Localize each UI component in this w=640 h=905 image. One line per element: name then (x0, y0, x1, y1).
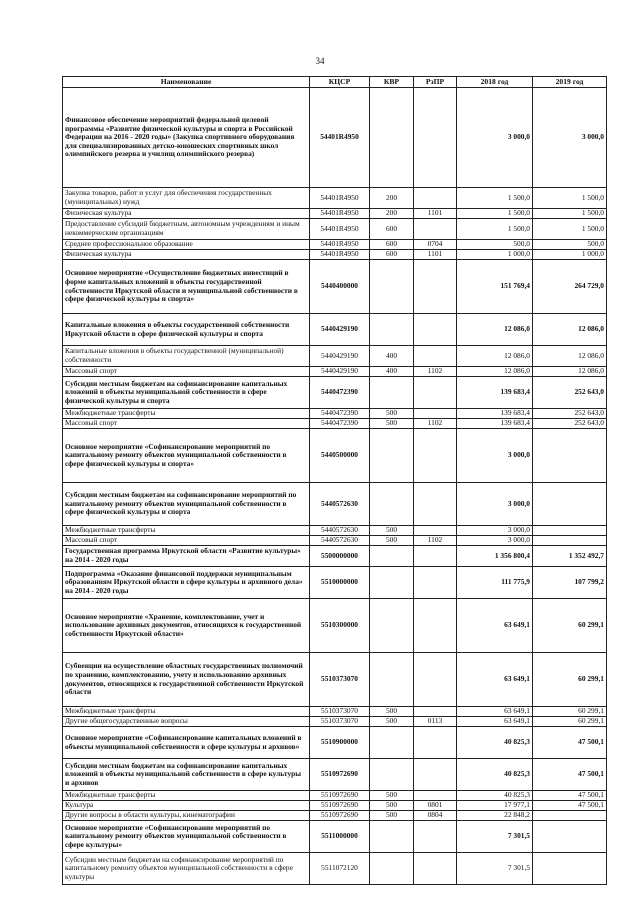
cell-rzpr: 1102 (414, 367, 457, 377)
cell-name: Субсидии местным бюджетам на софинансирование мероприятий по капитальному ремонту объектов муниципальной собственности в сфере культуры (63, 853, 310, 885)
cell-kvr: 400 (370, 367, 414, 377)
cell-name: Массовый спорт (63, 419, 310, 429)
cell-kcsr: 5440429190 (310, 346, 370, 367)
cell-rzpr (414, 409, 457, 419)
cell-2018: 151 769,4 (457, 260, 533, 314)
table-row (63, 801, 607, 811)
cell-2018: 17 977,1 (457, 801, 533, 811)
cell-2019: 500,0 (533, 240, 607, 250)
cell-kvr (370, 759, 414, 791)
cell-name: Межбюджетные трансферты (63, 409, 310, 419)
cell-2018: 139 683,4 (457, 419, 533, 429)
cell-kcsr: 5440572630 (310, 526, 370, 536)
cell-2018: 12 086,0 (457, 314, 533, 346)
cell-rzpr (414, 567, 457, 599)
cell-rzpr (414, 707, 457, 717)
cell-2018: 3 000,0 (457, 526, 533, 536)
table-body (63, 88, 607, 885)
cell-kvr: 400 (370, 346, 414, 367)
cell-2018: 7 301,5 (457, 821, 533, 853)
cell-2019: 60 299,1 (533, 717, 607, 727)
cell-2019: 252 643,0 (533, 409, 607, 419)
table-row (63, 717, 607, 727)
cell-kcsr: 54401R4950 (310, 188, 370, 209)
header-name: Наименование (63, 77, 310, 88)
cell-kcsr: 54401R4950 (310, 219, 370, 240)
cell-kcsr: 5510000000 (310, 567, 370, 599)
table-row (63, 653, 607, 707)
cell-2018: 7 301,5 (457, 853, 533, 885)
cell-2019: 47 500,1 (533, 727, 607, 759)
cell-kvr (370, 599, 414, 653)
cell-kvr (370, 821, 414, 853)
cell-kcsr: 5440500000 (310, 429, 370, 483)
cell-kvr (370, 483, 414, 526)
header-2018: 2018 год (457, 77, 533, 88)
cell-2018: 12 086,0 (457, 346, 533, 367)
cell-kcsr: 5440472390 (310, 377, 370, 409)
cell-kvr (370, 88, 414, 188)
cell-rzpr (414, 346, 457, 367)
cell-2018: 63 649,1 (457, 599, 533, 653)
cell-name: Среднее профессиональное образование (63, 240, 310, 250)
cell-kvr: 500 (370, 717, 414, 727)
table-row (63, 377, 607, 409)
cell-2019: 264 729,0 (533, 260, 607, 314)
cell-kcsr: 5440429190 (310, 314, 370, 346)
cell-kcsr: 54401R4950 (310, 209, 370, 219)
cell-kvr: 600 (370, 250, 414, 260)
cell-2018: 500,0 (457, 240, 533, 250)
page-number: 34 (315, 56, 325, 66)
cell-rzpr (414, 759, 457, 791)
cell-name: Финансовое обеспечение мероприятий федеральной целевой программы «Развитие физической культуры и спорта в Российской Федерации на 2016 - 2020 годы» (Закупка спортивного оборудования для специализированных детско-юношеских спортивных школ олимпийского резерва и училищ олимпийского резерва) (63, 88, 310, 188)
cell-rzpr (414, 727, 457, 759)
header-kvr: КВР (370, 77, 414, 88)
cell-2018: 63 649,1 (457, 653, 533, 707)
cell-2019: 60 299,1 (533, 653, 607, 707)
cell-name: Основное мероприятие «Софинансирование мероприятий по капитальному ремонту объектов муниципальной собственности в сфере культуры» (63, 821, 310, 853)
cell-kvr: 500 (370, 707, 414, 717)
cell-name: Государственная программа Иркутской области «Развитие культуры» на 2014 - 2020 годы (63, 546, 310, 567)
cell-2019: 47 500,1 (533, 759, 607, 791)
cell-2019: 12 086,0 (533, 367, 607, 377)
cell-name: Закупка товаров, работ и услуг для обеспечения государственных (муниципальных) нужд (63, 188, 310, 209)
cell-rzpr (414, 260, 457, 314)
cell-name: Физическая культура (63, 250, 310, 260)
cell-name: Другие вопросы в области культуры, кинематографии (63, 811, 310, 821)
cell-kcsr: 5440429190 (310, 367, 370, 377)
cell-kcsr: 5510900000 (310, 727, 370, 759)
cell-name: Основное мероприятие «Софинансирование мероприятий по капитальному ремонту объектов муниципальной собственности в сфере физической культуры и спорта» (63, 429, 310, 483)
cell-2018: 12 086,0 (457, 367, 533, 377)
cell-2019: 1 352 492,7 (533, 546, 607, 567)
table-row (63, 346, 607, 367)
cell-kcsr: 5440572630 (310, 483, 370, 526)
cell-name: Основное мероприятие «Осуществление бюджетных инвестиций в форме капитальных вложений в объекты государственной собственности Иркутской области и муниципальной собственности в сфере физической культуры и спорта» (63, 260, 310, 314)
cell-kcsr: 5510300000 (310, 599, 370, 653)
cell-2019: 47 500,1 (533, 791, 607, 801)
cell-rzpr (414, 483, 457, 526)
cell-2018: 139 683,4 (457, 409, 533, 419)
cell-name: Основное мероприятие «Хранение, комплектование, учет и использование архивных документов, относящихся к государственной собственности Иркутской области» (63, 599, 310, 653)
table-row (63, 219, 607, 240)
table-row (63, 419, 607, 429)
table-row (63, 250, 607, 260)
cell-kvr: 200 (370, 209, 414, 219)
cell-kcsr: 5510972690 (310, 791, 370, 801)
cell-kvr (370, 429, 414, 483)
cell-rzpr (414, 791, 457, 801)
cell-rzpr (414, 821, 457, 853)
table-row (63, 546, 607, 567)
cell-kvr: 600 (370, 219, 414, 240)
budget-table (62, 76, 607, 885)
table-row (63, 429, 607, 483)
cell-2019: 107 799,2 (533, 567, 607, 599)
cell-rzpr (414, 653, 457, 707)
table-row (63, 707, 607, 717)
cell-name: Субсидии местным бюджетам на софинансирование капитальных вложений в объекты муниципальной собственности в сфере физической культуры и спорта (63, 377, 310, 409)
table-row (63, 853, 607, 885)
cell-2018: 3 000,0 (457, 483, 533, 526)
cell-kvr (370, 727, 414, 759)
table-row (63, 88, 607, 188)
cell-rzpr (414, 188, 457, 209)
cell-name: Подпрограмма «Оказание финансовой поддержки муниципальным образованиям Иркутской области в сфере культуры и архивного дела» на 2014 - 2020 годы (63, 567, 310, 599)
cell-2018: 22 848,2 (457, 811, 533, 821)
cell-kvr (370, 567, 414, 599)
cell-kvr: 500 (370, 536, 414, 546)
cell-2019: 60 299,1 (533, 707, 607, 717)
cell-kvr: 500 (370, 791, 414, 801)
header-2019: 2019 год (533, 77, 607, 88)
cell-rzpr (414, 429, 457, 483)
cell-2019: 252 643,0 (533, 377, 607, 409)
cell-2019 (533, 483, 607, 526)
table-header-row (63, 77, 607, 88)
cell-name: Субвенции на осуществление областных государственных полномочий по хранению, комплектованию, учету и использованию архивных документов, относящихся к государственной собственности Иркутской области (63, 653, 310, 707)
cell-name: Капитальные вложения в объекты государственной собственности Иркутской области в сфере физической культуры и спорта (63, 314, 310, 346)
cell-kvr (370, 653, 414, 707)
cell-rzpr: 1102 (414, 536, 457, 546)
cell-2018: 40 825,3 (457, 791, 533, 801)
cell-2018: 3 000,0 (457, 536, 533, 546)
table-row (63, 567, 607, 599)
cell-kcsr: 54401R4950 (310, 240, 370, 250)
cell-kcsr: 5440572630 (310, 536, 370, 546)
cell-2019: 3 000,0 (533, 88, 607, 188)
cell-kvr: 500 (370, 526, 414, 536)
header-rzpr: РзПР (414, 77, 457, 88)
cell-kcsr: 5500000000 (310, 546, 370, 567)
cell-2019: 60 299,1 (533, 599, 607, 653)
cell-name: Субсидии местным бюджетам на софинансирование капитальных вложений в объекты муниципальной собственности в сфере культуры и архивов (63, 759, 310, 791)
table-row (63, 727, 607, 759)
cell-kvr: 500 (370, 811, 414, 821)
cell-kcsr: 54401R4950 (310, 250, 370, 260)
cell-name: Культура (63, 801, 310, 811)
cell-2019: 252 643,0 (533, 419, 607, 429)
cell-rzpr: 0113 (414, 717, 457, 727)
cell-rzpr: 0704 (414, 240, 457, 250)
cell-kcsr: 5510972690 (310, 811, 370, 821)
table-row (63, 209, 607, 219)
cell-rzpr (414, 88, 457, 188)
cell-kcsr: 5511000000 (310, 821, 370, 853)
cell-name: Субсидии местным бюджетам на софинансирование мероприятий по капитальному ремонту объектов муниципальной собственности в сфере физической культуры и спорта (63, 483, 310, 526)
cell-2018: 63 649,1 (457, 717, 533, 727)
cell-kvr: 500 (370, 409, 414, 419)
cell-2018: 1 356 800,4 (457, 546, 533, 567)
cell-rzpr (414, 546, 457, 567)
cell-2019 (533, 536, 607, 546)
table-row (63, 536, 607, 546)
header-kcsr: КЦСР (310, 77, 370, 88)
cell-name: Межбюджетные трансферты (63, 526, 310, 536)
cell-rzpr (414, 377, 457, 409)
cell-kvr: 500 (370, 419, 414, 429)
cell-kvr: 600 (370, 240, 414, 250)
table-row (63, 811, 607, 821)
cell-kcsr: 5511072120 (310, 853, 370, 885)
cell-rzpr: 0804 (414, 811, 457, 821)
cell-2018: 40 825,3 (457, 759, 533, 791)
cell-kvr (370, 314, 414, 346)
cell-kcsr: 5440472390 (310, 419, 370, 429)
cell-2018: 1 000,0 (457, 250, 533, 260)
cell-rzpr: 1101 (414, 209, 457, 219)
cell-2018: 139 683,4 (457, 377, 533, 409)
cell-2018: 1 500,0 (457, 188, 533, 209)
table-row (63, 314, 607, 346)
cell-kvr: 500 (370, 801, 414, 811)
cell-name: Межбюджетные трансферты (63, 791, 310, 801)
cell-rzpr: 1102 (414, 419, 457, 429)
table-row (63, 483, 607, 526)
cell-rzpr (414, 314, 457, 346)
cell-2019: 1 500,0 (533, 188, 607, 209)
cell-kvr (370, 377, 414, 409)
table-row (63, 188, 607, 209)
cell-2019: 12 086,0 (533, 346, 607, 367)
cell-2019 (533, 821, 607, 853)
cell-2018: 63 649,1 (457, 707, 533, 717)
cell-name: Другие общегосударственные вопросы (63, 717, 310, 727)
cell-kcsr: 5510373070 (310, 653, 370, 707)
cell-rzpr (414, 219, 457, 240)
cell-name: Массовый спорт (63, 367, 310, 377)
cell-2019: 12 086,0 (533, 314, 607, 346)
cell-2019: 1 000,0 (533, 250, 607, 260)
table-row (63, 791, 607, 801)
cell-kvr: 200 (370, 188, 414, 209)
table-row (63, 240, 607, 250)
cell-kcsr: 5440472390 (310, 409, 370, 419)
cell-kcsr: 5510972690 (310, 759, 370, 791)
cell-name: Основное мероприятие «Софинансирование капитальных вложений в объекты муниципальной собственности в сфере культуры и архивов» (63, 727, 310, 759)
cell-2019: 47 500,1 (533, 801, 607, 811)
table-row (63, 367, 607, 377)
cell-2019 (533, 429, 607, 483)
cell-2019: 1 500,0 (533, 219, 607, 240)
cell-2019 (533, 526, 607, 536)
cell-kvr (370, 260, 414, 314)
cell-2019: 1 500,0 (533, 209, 607, 219)
cell-kcsr: 5440400000 (310, 260, 370, 314)
table-row (63, 599, 607, 653)
cell-name: Предоставление субсидий бюджетным, автономным учреждениям и иным некоммерческим организациям (63, 219, 310, 240)
table-row (63, 526, 607, 536)
cell-kcsr: 5510972690 (310, 801, 370, 811)
cell-2018: 3 000,0 (457, 429, 533, 483)
cell-rzpr (414, 599, 457, 653)
cell-kcsr: 5510373070 (310, 707, 370, 717)
table-row (63, 759, 607, 791)
cell-rzpr: 1101 (414, 250, 457, 260)
cell-2018: 111 775,9 (457, 567, 533, 599)
table-row (63, 821, 607, 853)
cell-name: Капитальные вложения в объекты государственной (муниципальной) собственности (63, 346, 310, 367)
cell-rzpr: 0801 (414, 801, 457, 811)
cell-name: Массовый спорт (63, 536, 310, 546)
table-row (63, 260, 607, 314)
cell-rzpr (414, 853, 457, 885)
cell-kcsr: 5510373070 (310, 717, 370, 727)
cell-name: Физическая культура (63, 209, 310, 219)
cell-2018: 3 000,0 (457, 88, 533, 188)
cell-2018: 1 500,0 (457, 219, 533, 240)
cell-rzpr (414, 526, 457, 536)
table-row (63, 409, 607, 419)
cell-2018: 1 500,0 (457, 209, 533, 219)
cell-name: Межбюджетные трансферты (63, 707, 310, 717)
cell-2019 (533, 811, 607, 821)
cell-2019 (533, 853, 607, 885)
cell-kvr (370, 546, 414, 567)
cell-2018: 40 825,3 (457, 727, 533, 759)
cell-kcsr: 54401R4950 (310, 88, 370, 188)
cell-kvr (370, 853, 414, 885)
